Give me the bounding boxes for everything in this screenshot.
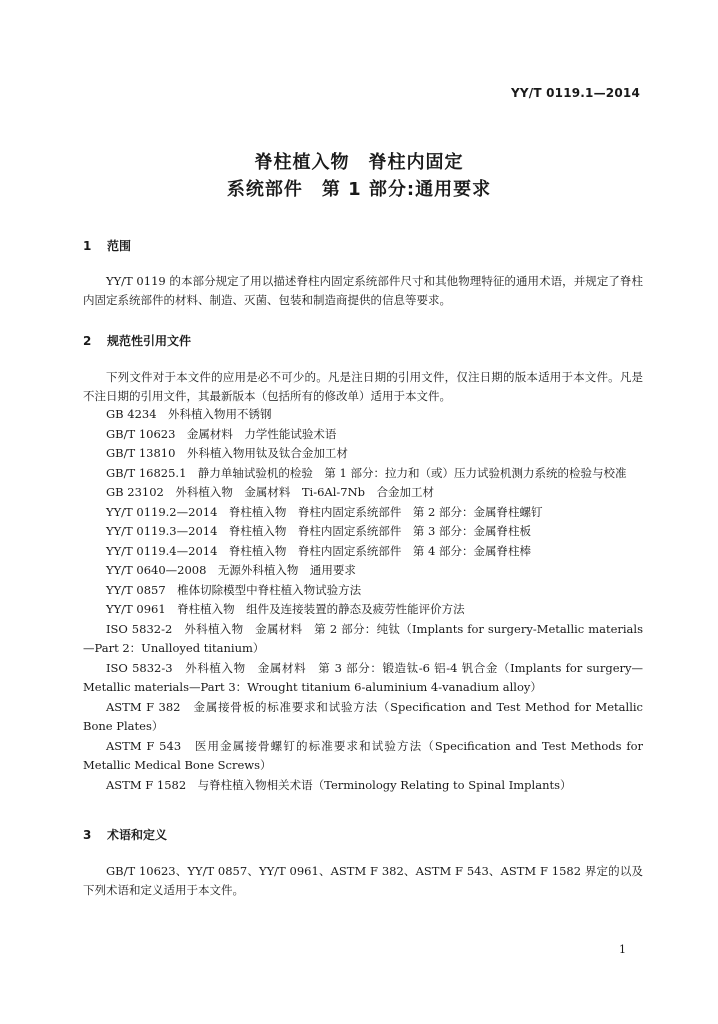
section-number: 2 — [83, 334, 92, 348]
scope-paragraph: YY/T 0119 的本部分规定了用以描述脊柱内固定系统部件尺寸和其他物理特征的通用术语，并规定了脊柱内固定系统部件的材料、制造、灭菌、包装和制造商提供的信息等要求。 — [83, 274, 643, 307]
section-3-heading — [83, 826, 167, 843]
reference-item: GB/T 16825.1 静力单轴试验机的检验 第 1 部分：拉力和（或）压力试验机测力系统的检验与校准 — [106, 465, 627, 480]
reference-item: YY/T 0119.3—2014 脊柱植入物 脊柱内固定系统部件 第 3 部分：金属脊柱板 — [106, 524, 532, 538]
reference-item: YY/T 0119.4—2014 脊柱植入物 脊柱内固定系统部件 第 4 部分：金属脊柱棒 — [106, 543, 532, 558]
section-number: 1 — [83, 239, 92, 253]
reference-item: YY/T 0857 椎体切除模型中脊柱植入物试验方法 — [106, 582, 362, 597]
reference-item: ASTM F 543 医用金属接骨螺钉的标准要求和试验方法（Specification and Test Methods for Metallic Medical Bone Screws） — [83, 738, 643, 772]
section-title: 术语和定义 — [107, 828, 168, 842]
reference-item: GB 4234 外科植入物用不锈钢 — [106, 407, 272, 421]
standard-code: YY/T 0119.1—2014 — [510, 86, 640, 100]
reference-item: GB/T 13810 外科植入物用钛及钛合金加工材 — [106, 446, 348, 460]
section-1-heading — [83, 237, 131, 254]
reference-item: GB/T 10623 金属材料 力学性能试验术语 — [106, 426, 337, 441]
references-intro-paragraph: 下列文件对于本文件的应用是必不可少的。凡是注日期的引用文件，仅注日期的版本适用于本文件。凡是不注日期的引用文件，其最新版本（包括所有的修改单）适用于本文件。 — [83, 370, 643, 403]
reference-item: ASTM F 1582 与脊柱植入物相关术语（Terminology Relating to Spinal Implants） — [106, 777, 572, 792]
document-title-line-1: 脊柱植入物 脊柱内固定 — [254, 152, 464, 173]
section-number: 3 — [83, 828, 92, 842]
reference-item: YY/T 0640—2008 无源外科植入物 通用要求 — [106, 563, 356, 577]
section-title: 范围 — [107, 239, 132, 253]
reference-item: ASTM F 382 金属接骨板的标准要求和试验方法（Specification and Test Method for Metallic Bone Plates） — [83, 699, 643, 733]
section-title: 规范性引用文件 — [107, 334, 192, 348]
document-title-line-2: 系统部件 第 1 部分:通用要求 — [226, 179, 492, 200]
normative-references-list — [83, 405, 643, 795]
reference-item: YY/T 0119.2—2014 脊柱植入物 脊柱内固定系统部件 第 2 部分：金属脊柱螺钉 — [106, 504, 543, 519]
page-number: 1 — [619, 943, 626, 956]
reference-item: ISO 5832-2 外科植入物 金属材料 第 2 部分：纯钛（Implants for surgery-Metallic materials—Part 2：Unalloyed titanium） — [83, 621, 643, 655]
reference-item: GB 23102 外科植入物 金属材料 Ti-6Al-7Nb 合金加工材 — [106, 485, 435, 499]
section-2-heading — [83, 332, 191, 349]
reference-item: YY/T 0961 脊柱植入物 组件及连接装置的静态及疲劳性能评价方法 — [106, 602, 465, 616]
reference-item: ISO 5832-3 外科植入物 金属材料 第 3 部分：锻造钛-6 铝-4 钒合金（Implants for surgery—Metallic materials—Part 3：Wrought titanium 6-aluminium 4-vanadium alloy） — [83, 660, 643, 694]
terms-definitions-paragraph: GB/T 10623、YY/T 0857、YY/T 0961、ASTM F 382、ASTM F 543、ASTM F 1582 界定的以及下列术语和定义适用于本文件。 — [83, 864, 643, 897]
